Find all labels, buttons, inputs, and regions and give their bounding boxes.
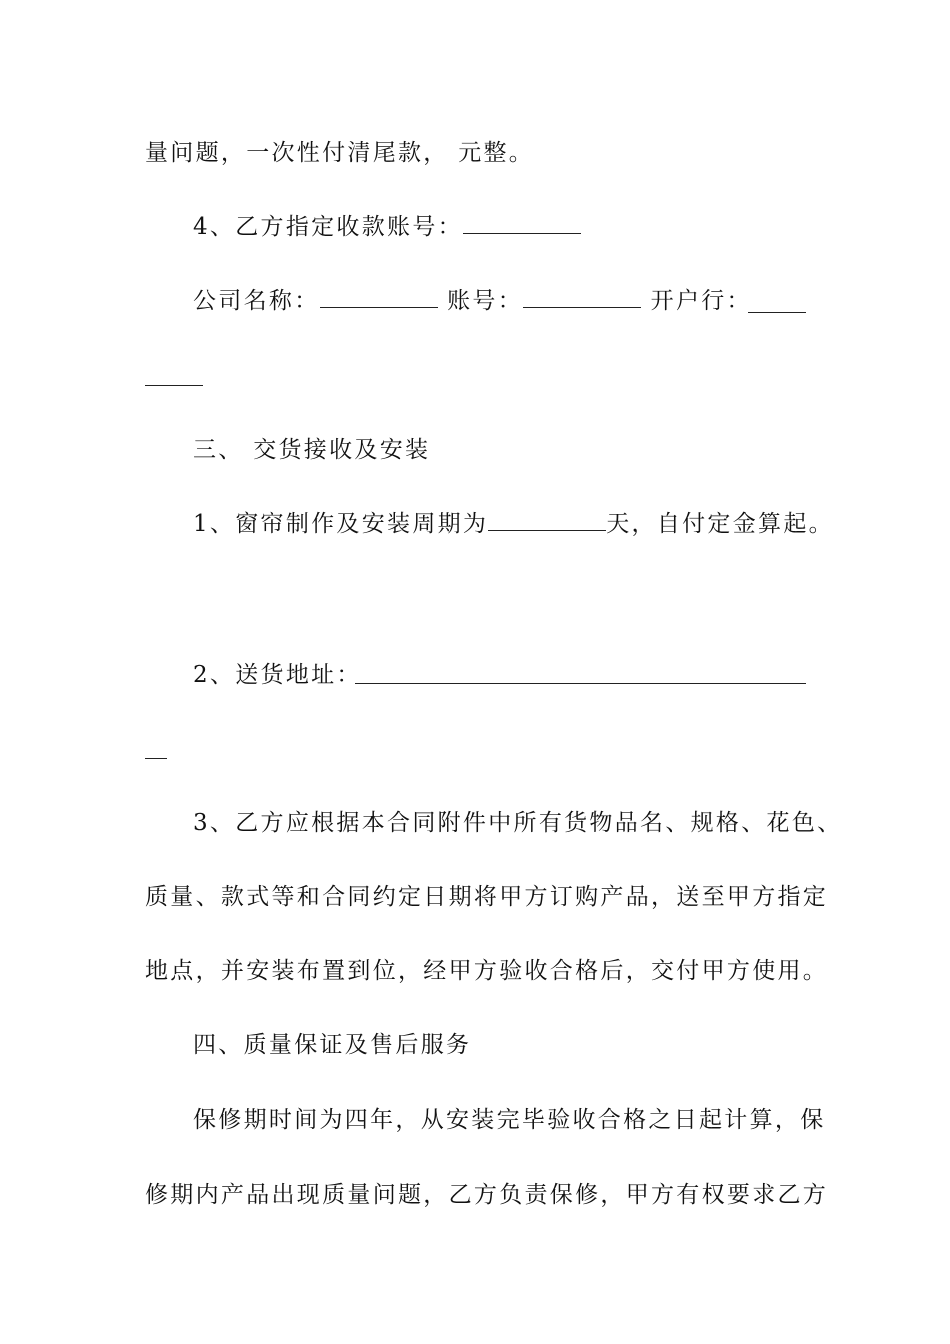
- heading-delivery: 三、 交货接收及安装: [193, 437, 431, 463]
- paragraph-line: [193, 212, 581, 242]
- account-no-blank: [523, 287, 641, 308]
- paragraph-line: [145, 1180, 828, 1210]
- paragraph-line: [145, 138, 534, 168]
- text-production-period: 1、窗帘制作及安装周期为: [193, 511, 489, 537]
- paragraph-line: [193, 808, 842, 838]
- company-name-blank: [320, 287, 438, 308]
- heading-warranty: 四、质量保证及售后服务: [193, 1032, 472, 1058]
- delivery-address-blank: [355, 683, 806, 684]
- paragraph-line: [145, 882, 828, 912]
- paragraph-line: [193, 286, 752, 316]
- paragraph-line: [193, 660, 362, 690]
- paragraph-line: [193, 1105, 826, 1135]
- text-days-suffix: 天，自付定金算起。: [606, 511, 834, 537]
- text-clause-3-cont: 质量、款式等和合同约定日期将甲方订购产品，送至甲方指定: [145, 884, 829, 910]
- section-heading: [193, 435, 430, 465]
- text-clause-3: 3、乙方应根据本合同附件中所有货物品名、规格、花色、: [193, 810, 843, 836]
- text-clause-3-end: 地点，并安装布置到位，经甲方验收合格后，交付甲方使用。: [145, 958, 829, 984]
- text-final-payment: 量问题，一次性付清尾款， 元整。: [145, 140, 535, 166]
- text-warranty-cont: 修期内产品出现质量问题，乙方负责保修，甲方有权要求乙方: [145, 1182, 829, 1208]
- text-warranty-period: 保修期时间为四年，从安装完毕验收合格之日起计算，保: [193, 1107, 826, 1133]
- paragraph-line: [145, 956, 828, 986]
- text-account-label: 4、乙方指定收款账号：: [193, 214, 463, 240]
- text-bank-label: 开户行：: [650, 288, 752, 314]
- bank-blank-continued: [145, 385, 203, 386]
- text-account-no-label: 账号：: [447, 288, 524, 314]
- account-blank: [463, 213, 581, 234]
- text-company-name-label: 公司名称：: [193, 288, 320, 314]
- delivery-address-blank-continued: [145, 758, 167, 759]
- section-heading: [193, 1030, 471, 1060]
- days-blank: [488, 510, 606, 531]
- text-delivery-address-label: 2、送货地址：: [193, 662, 362, 688]
- bank-blank: [748, 312, 806, 313]
- paragraph-line: [193, 509, 834, 539]
